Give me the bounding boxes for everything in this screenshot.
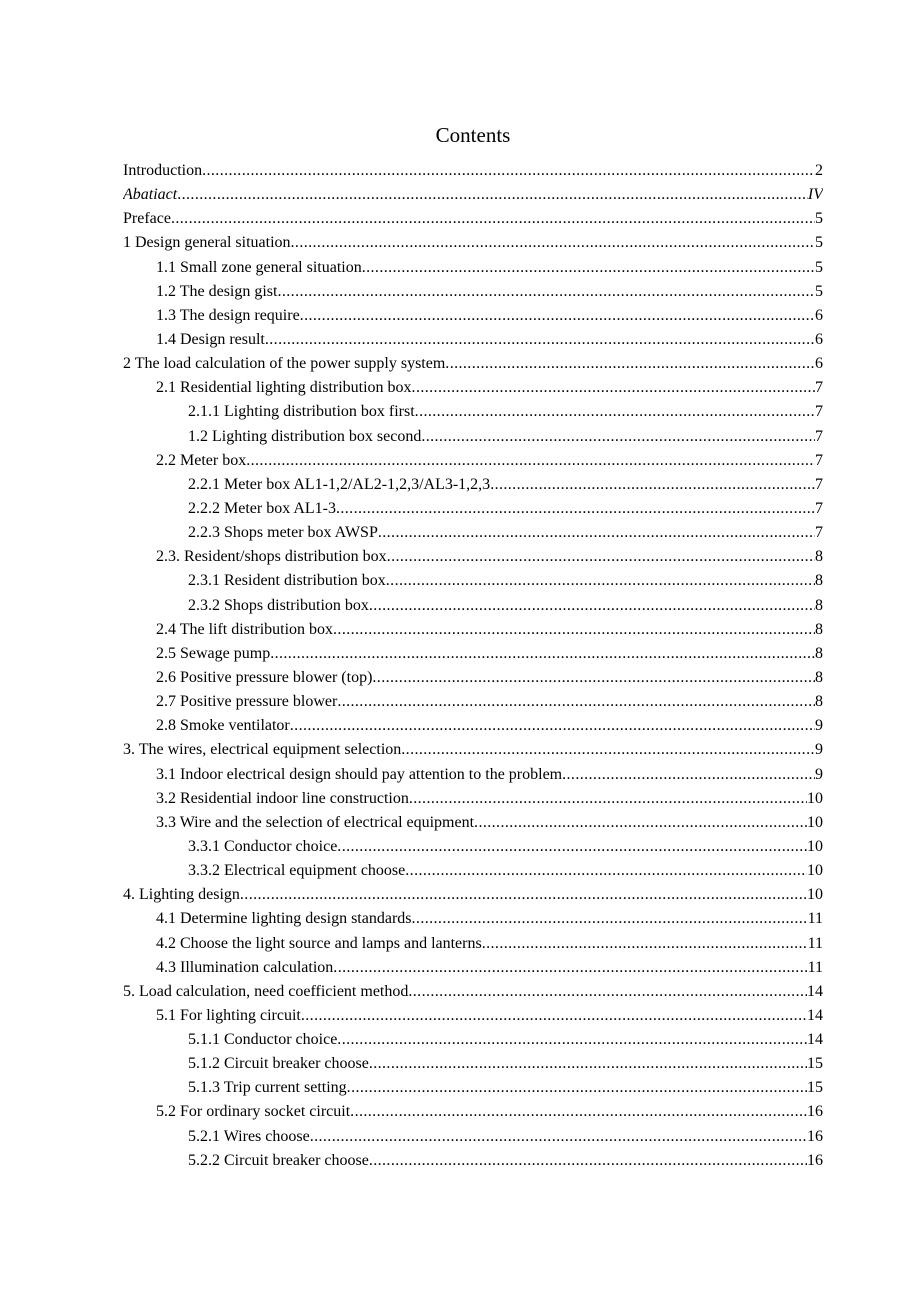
- toc-entry-title: 5.2 For ordinary socket circuit: [156, 1103, 351, 1121]
- toc-entry-title: 2.3.2 Shops distribution box: [188, 596, 369, 614]
- toc-entry[interactable]: [123, 183, 823, 207]
- toc-entry-title: 5.1.2 Circuit breaker choose: [188, 1055, 369, 1073]
- toc-page-number: 7: [815, 499, 823, 517]
- toc-entry[interactable]: [123, 256, 823, 280]
- toc-page-number: 9: [815, 717, 823, 735]
- toc-entry[interactable]: [123, 980, 823, 1004]
- toc-page-number: 8: [815, 644, 823, 662]
- toc-dot-leader: [246, 449, 815, 473]
- toc-entry-title: 2.3. Resident/shops distribution box: [156, 548, 387, 566]
- toc-page-number: 10: [807, 886, 823, 904]
- toc-dot-leader: [386, 569, 815, 593]
- toc-page-number: 8: [815, 668, 823, 686]
- toc-dot-leader: [415, 400, 815, 424]
- toc-entry-title: 2.2.2 Meter box AL1-3: [188, 499, 336, 517]
- toc-entry-title: 5.1.1 Conductor choice: [188, 1031, 338, 1049]
- toc-dot-leader: [482, 932, 808, 956]
- toc-entry[interactable]: [123, 1100, 823, 1124]
- toc-page-number: 9: [815, 765, 823, 783]
- toc-entry-title: 4.1 Determine lighting design standards: [156, 910, 412, 928]
- toc-entry[interactable]: [123, 1004, 823, 1028]
- toc-page-number: 8: [815, 548, 823, 566]
- toc-entry-title: 5. Load calculation, need coefficient method: [123, 982, 409, 1000]
- toc-entry-title: 4.3 Illumination calculation: [156, 958, 334, 976]
- toc-page-number: 7: [815, 451, 823, 469]
- toc-dot-leader: [408, 980, 807, 1004]
- toc-dot-leader: [301, 1004, 807, 1028]
- toc-dot-leader: [177, 183, 808, 207]
- toc-entry-title: 2.2 Meter box: [156, 451, 247, 469]
- toc-page-number: 10: [807, 862, 823, 880]
- toc-page-number: 7: [815, 524, 823, 542]
- toc-list: [123, 159, 823, 1173]
- toc-dot-leader: [562, 763, 815, 787]
- toc-entry[interactable]: [123, 497, 823, 521]
- toc-page-number: 10: [807, 789, 823, 807]
- toc-entry-title: 1 Design general situation: [123, 234, 291, 252]
- toc-entry-title: 2 The load calculation of the power supply system: [123, 355, 446, 373]
- toc-dot-leader: [265, 328, 815, 352]
- toc-entry-title: Introduction: [123, 162, 203, 179]
- toc-entry[interactable]: [123, 666, 823, 690]
- toc-entry[interactable]: [123, 1149, 823, 1173]
- toc-dot-leader: [387, 545, 815, 569]
- toc-page-number: 14: [807, 982, 823, 1000]
- toc-dot-leader: [350, 1100, 807, 1124]
- toc-dot-leader: [300, 304, 815, 328]
- toc-entry[interactable]: [123, 328, 823, 352]
- toc-page-number: 7: [815, 475, 823, 493]
- toc-entry[interactable]: [123, 376, 823, 400]
- toc-page-number: 8: [815, 596, 823, 614]
- toc-dot-leader: [291, 231, 815, 255]
- toc-page-number: 5: [815, 234, 823, 252]
- toc-dot-leader: [202, 159, 815, 183]
- toc-dot-leader: [412, 907, 808, 931]
- toc-page-number: 7: [815, 379, 823, 397]
- toc-entry[interactable]: [123, 1028, 823, 1052]
- toc-entry-title: 2.8 Smoke ventilator: [156, 717, 290, 735]
- toc-entry-title: 2.4 The lift distribution box: [156, 620, 334, 638]
- toc-dot-leader: [336, 497, 815, 521]
- toc-entry[interactable]: [123, 1052, 823, 1076]
- toc-entry[interactable]: [123, 642, 823, 666]
- toc-dot-leader: [369, 1052, 807, 1076]
- toc-entry-title: 1.2 Lighting distribution box second: [188, 427, 422, 445]
- toc-page-number: 16: [807, 1127, 823, 1145]
- toc-entry[interactable]: [123, 1076, 823, 1100]
- toc-dot-leader: [240, 883, 807, 907]
- toc-dot-leader: [401, 738, 815, 762]
- toc-entry[interactable]: [123, 569, 823, 593]
- toc-entry-title: 2.2.3 Shops meter box AWSP: [188, 524, 378, 542]
- contents-title: Contents: [435, 123, 511, 147]
- toc-entry-title: 2.1 Residential lighting distribution box: [156, 379, 412, 397]
- toc-dot-leader: [337, 835, 807, 859]
- toc-entry-title: 3.3.1 Conductor choice: [188, 837, 338, 855]
- toc-dot-leader: [362, 256, 815, 280]
- toc-entry[interactable]: [123, 207, 823, 231]
- toc-entry[interactable]: [123, 545, 823, 569]
- toc-page-number: 9: [815, 741, 823, 759]
- toc-entry-title: 2.3.1 Resident distribution box: [188, 572, 386, 590]
- toc-page-number: 6: [815, 306, 823, 324]
- toc-entry[interactable]: [123, 159, 823, 183]
- toc-entry[interactable]: [123, 594, 823, 618]
- toc-page-number: 8: [815, 693, 823, 711]
- toc-page-number: 11: [807, 934, 823, 952]
- toc-dot-leader: [369, 594, 815, 618]
- toc-page-number: 7: [815, 427, 823, 445]
- toc-entry[interactable]: [123, 352, 823, 376]
- toc-dot-leader: [421, 425, 815, 449]
- toc-page-number: 15: [807, 1055, 823, 1073]
- toc-entry[interactable]: [123, 811, 823, 835]
- toc-entry-title: Abatiact: [123, 186, 178, 204]
- toc-entry[interactable]: [123, 521, 823, 545]
- toc-entry-title: 5.1 For lighting circuit: [156, 1006, 301, 1024]
- toc-entry[interactable]: [123, 280, 823, 304]
- toc-dot-leader: [474, 811, 807, 835]
- toc-page-number: 7: [815, 403, 823, 421]
- toc-entry[interactable]: [123, 859, 823, 883]
- toc-dot-leader: [333, 618, 815, 642]
- toc-entry-title: 3.3 Wire and the selection of electrical equipment: [156, 813, 475, 831]
- toc-entry[interactable]: [123, 1125, 823, 1149]
- toc-page-number: 5: [815, 282, 823, 300]
- toc-entry-title: 2.6 Positive pressure blower (top): [156, 668, 373, 686]
- toc-entry-title: 2.5 Sewage pump: [156, 644, 271, 662]
- toc-entry[interactable]: [123, 473, 823, 497]
- toc-dot-leader: [290, 714, 815, 738]
- toc-page-number: 10: [807, 837, 823, 855]
- toc-page-number: 15: [807, 1079, 823, 1097]
- toc-entry[interactable]: [123, 883, 823, 907]
- toc-entry-title: 3.2 Residential indoor line construction: [156, 789, 409, 807]
- toc-dot-leader: [378, 521, 815, 545]
- toc-page-number: 6: [815, 355, 823, 373]
- toc-dot-leader: [171, 207, 815, 231]
- toc-page-number: 10: [807, 813, 823, 831]
- toc-dot-leader: [490, 473, 815, 497]
- toc-entry[interactable]: [123, 907, 823, 931]
- toc-entry-title: 4.2 Choose the light source and lamps and lanterns: [156, 934, 482, 952]
- toc-dot-leader: [445, 352, 815, 376]
- toc-entry-title: 2.2.1 Meter box AL1-1,2/AL2-1,2,3/AL3-1,2,3: [188, 475, 491, 493]
- toc-entry[interactable]: [123, 231, 823, 255]
- toc-dot-leader: [409, 787, 807, 811]
- toc-entry-title: 1.1 Small zone general situation: [156, 258, 362, 276]
- toc-entry[interactable]: [123, 714, 823, 738]
- toc-entry-title: 5.2.2 Circuit breaker choose: [188, 1151, 369, 1169]
- toc-entry-title: 1.3 The design require: [156, 306, 300, 324]
- toc-entry[interactable]: [123, 932, 823, 956]
- toc-dot-leader: [310, 1125, 807, 1149]
- toc-entry-title: 3.1 Indoor electrical design should pay attention to the problem: [156, 765, 563, 783]
- toc-dot-leader: [333, 956, 807, 980]
- toc-entry[interactable]: [123, 763, 823, 787]
- toc-dot-leader: [412, 376, 815, 400]
- toc-entry-title: Preface: [123, 210, 171, 228]
- toc-entry-title: 2.7 Positive pressure blower: [156, 693, 338, 711]
- toc-page-number: 14: [807, 1006, 823, 1024]
- toc-entry[interactable]: [123, 400, 823, 424]
- toc-page-number: 6: [815, 330, 823, 348]
- toc-dot-leader: [337, 1028, 807, 1052]
- toc-entry[interactable]: [123, 304, 823, 328]
- toc-page-number: 16: [807, 1151, 823, 1169]
- toc-page-number: 5: [815, 258, 823, 276]
- toc-entry-title: 1.4 Design result: [156, 330, 265, 348]
- toc-page-number: 14: [807, 1031, 823, 1049]
- toc-page-number: IV: [807, 186, 823, 204]
- toc-entry[interactable]: [123, 835, 823, 859]
- toc-page-number: 8: [815, 620, 823, 638]
- toc-entry-title: 4. Lighting design: [123, 886, 240, 904]
- toc-dot-leader: [405, 859, 807, 883]
- toc-page-number: 11: [807, 958, 823, 976]
- toc-page-number: 5: [815, 210, 823, 228]
- toc-entry[interactable]: [123, 618, 823, 642]
- toc-entry-title: 5.1.3 Trip current setting: [188, 1079, 347, 1097]
- toc-entry-title: 2.1.1 Lighting distribution box first: [188, 403, 415, 421]
- toc-entry-title: 1.2 The design gist: [156, 282, 278, 300]
- toc-entry-title: 3.3.2 Electrical equipment choose: [188, 862, 406, 880]
- toc-page-number: 8: [815, 572, 823, 590]
- toc-dot-leader: [372, 666, 815, 690]
- toc-dot-leader: [277, 280, 815, 304]
- toc-entry[interactable]: [123, 738, 823, 762]
- toc-entry[interactable]: [123, 690, 823, 714]
- toc-entry[interactable]: [123, 787, 823, 811]
- toc-entry-title: 5.2.1 Wires choose: [188, 1127, 310, 1145]
- toc-entry-title: 3. The wires, electrical equipment selection: [123, 741, 402, 759]
- toc-dot-leader: [347, 1076, 807, 1100]
- toc-entry[interactable]: [123, 449, 823, 473]
- toc-dot-leader: [369, 1149, 807, 1173]
- toc-entry[interactable]: [123, 956, 823, 980]
- toc-page-number: 11: [807, 910, 823, 928]
- toc-entry[interactable]: [123, 425, 823, 449]
- toc-page-number: 16: [807, 1103, 823, 1121]
- toc-page-number: 2: [815, 162, 823, 179]
- toc-dot-leader: [270, 642, 815, 666]
- toc-dot-leader: [337, 690, 815, 714]
